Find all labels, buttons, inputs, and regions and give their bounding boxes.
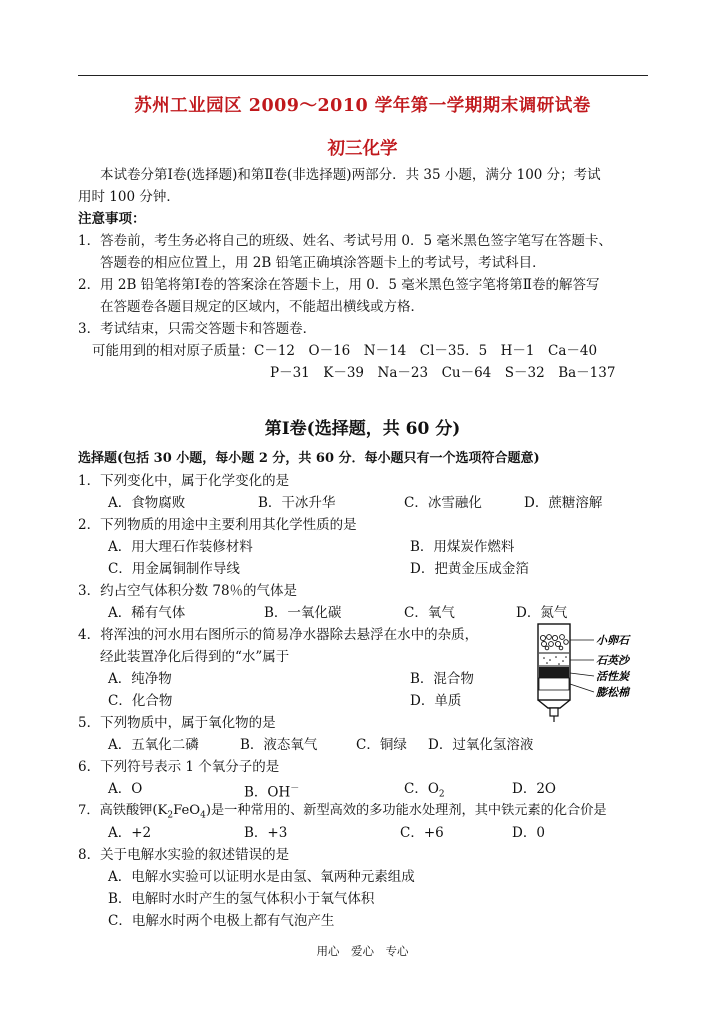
note-1b: 答题卷的相应位置上，用 2B 铅笔正确填涂答题卡上的考试号，考试科目． (100, 255, 546, 271)
q3-stem: 3．约占空气体积分数 78％的气体是 (78, 583, 298, 599)
section-title: 第Ⅰ卷(选择题，共 60 分) (264, 419, 461, 439)
intro-line-1: 本试卷分第Ⅰ卷(选择题)和第Ⅱ卷(非选择题)两部分．共 35 小题，满分 100 分；考试 (100, 167, 601, 183)
sand-layer (539, 652, 569, 666)
q7-option-b: B．+3 (244, 825, 288, 841)
q2-option-b: B．用煤炭作燃料 (410, 539, 515, 555)
label-cotton: 膨松棉 (596, 686, 629, 699)
q8-option-c: C．电解水时两个电极上都有气泡产生 (108, 913, 335, 929)
label-activated-carbon: 活性炭 (596, 670, 629, 683)
q4-option-d: D．单质 (410, 693, 462, 709)
q3-option-d: D．氮气 (516, 605, 568, 621)
q2-option-d: D．把黄金压成金箔 (410, 561, 529, 577)
water-filter-diagram (524, 620, 649, 725)
q5-option-b: B．液态氧气 (240, 737, 318, 753)
q6-option-c: C．$O_2$ (404, 781, 445, 800)
q3-option-a: A．稀有气体 (108, 605, 186, 621)
atomic-mass-line-1: 可能用到的相对原子质量：C－12 O－16 N－14 Cl－35．5 H－1 Ca－40 (92, 343, 598, 359)
q4-option-a: A．纯净物 (108, 671, 172, 687)
top-rule (78, 75, 648, 76)
page-title: 苏州工业园区 2009～2010 学年第一学期期末调研试卷 (134, 96, 591, 116)
page-footer: 用心 爱心 专心 (316, 944, 409, 958)
q1-option-a: A．食物腐败 (108, 495, 186, 511)
note-2b: 在答题卷各题目规定的区域内，不能超出横线或方格． (100, 299, 424, 315)
q7-option-c: C．+6 (400, 825, 444, 841)
q6-option-d: D．2O (512, 781, 556, 797)
q1-option-b: B．干冰升华 (258, 495, 336, 511)
q7-option-a: A．+2 (108, 825, 152, 841)
filter-column (538, 624, 570, 722)
atomic-mass-line-2: P－31 K－39 Na－23 Cu－64 S－32 Ba－137 (270, 365, 616, 381)
q6-stem: 6．下列符号表示 1 个氧分子的是 (78, 759, 280, 775)
q7-stem: 7．高铁酸钾$(K_2FeO_4)$是一种常用的、新型高效的多功能水处理剂，其中铁元素的化合价是 (78, 803, 607, 821)
q3-option-c: C．氧气 (404, 605, 455, 621)
q2-option-c: C．用金属铜制作导线 (108, 561, 240, 577)
section-instruction: 选择题(包括 30 小题，每小题 2 分，共 60 分．每小题只有一个选项符合题意) (78, 451, 540, 466)
q3-option-b: B．一氧化碳 (264, 605, 342, 621)
note-2a: 2．用 2B 铅笔将第Ⅰ卷的答案涂在答题卡上，用 0．5 毫米黑色签字笔将第Ⅱ卷的解答写 (78, 277, 600, 293)
label-quartz-sand: 石英沙 (596, 654, 629, 667)
q4-option-c: C．化合物 (108, 693, 173, 709)
cotton-layer (539, 678, 569, 690)
q5-option-a: A．五氧化二磷 (108, 737, 199, 753)
label-pebbles: 小卵石 (596, 634, 629, 647)
q4-stem-line-1: 4．将浑浊的河水用右图所示的简易净水器除去悬浮在水中的杂质， (78, 627, 479, 643)
note-3: 3．考试结束，只需交答题卡和答题卷． (78, 321, 317, 337)
q5-option-d: D．过氧化氢溶液 (428, 737, 534, 753)
subject-title: 初三化学 (327, 139, 398, 159)
q1-option-d: D．蔗糖溶解 (524, 495, 603, 511)
pebble-layer (539, 634, 569, 650)
q8-option-a: A．电解水实验可以证明水是由氢、氧两种元素组成 (108, 869, 415, 885)
q5-stem: 5．下列物质中，属于氧化物的是 (78, 715, 276, 731)
activated-carbon-layer (539, 667, 569, 678)
note-1a: 1．答卷前，考生务必将自己的班级、姓名、考试号用 0．5 毫米黑色签字笔写在答题卡、 (78, 233, 612, 249)
q6-option-b: B．OH－ (244, 784, 300, 801)
q2-option-a: A．用大理石作装修材料 (108, 539, 253, 555)
filter-outlet (550, 708, 558, 716)
intro-line-2: 用时 100 分钟． (78, 189, 180, 205)
q8-stem: 8．关于电解水实验的叙述错误的是 (78, 847, 290, 863)
q4-stem-line-2: 经此装置净化后得到的“水”属于 (100, 649, 290, 665)
q8-option-b: B．电解时水时产生的氢气体积小于氧气体积 (108, 891, 375, 907)
q5-option-c: C．铜绿 (356, 737, 407, 753)
q7-option-d: D．0 (512, 825, 545, 841)
notes-heading: 注意事项： (78, 211, 146, 227)
q1-stem: 1．下列变化中，属于化学变化的是 (78, 473, 290, 489)
q1-option-c: C．冰雪融化 (404, 495, 482, 511)
q6-option-a: A．O (108, 781, 143, 797)
q4-option-b: B．混合物 (410, 671, 474, 687)
q2-stem: 2．下列物质的用途中主要利用其化学性质的是 (78, 517, 357, 533)
